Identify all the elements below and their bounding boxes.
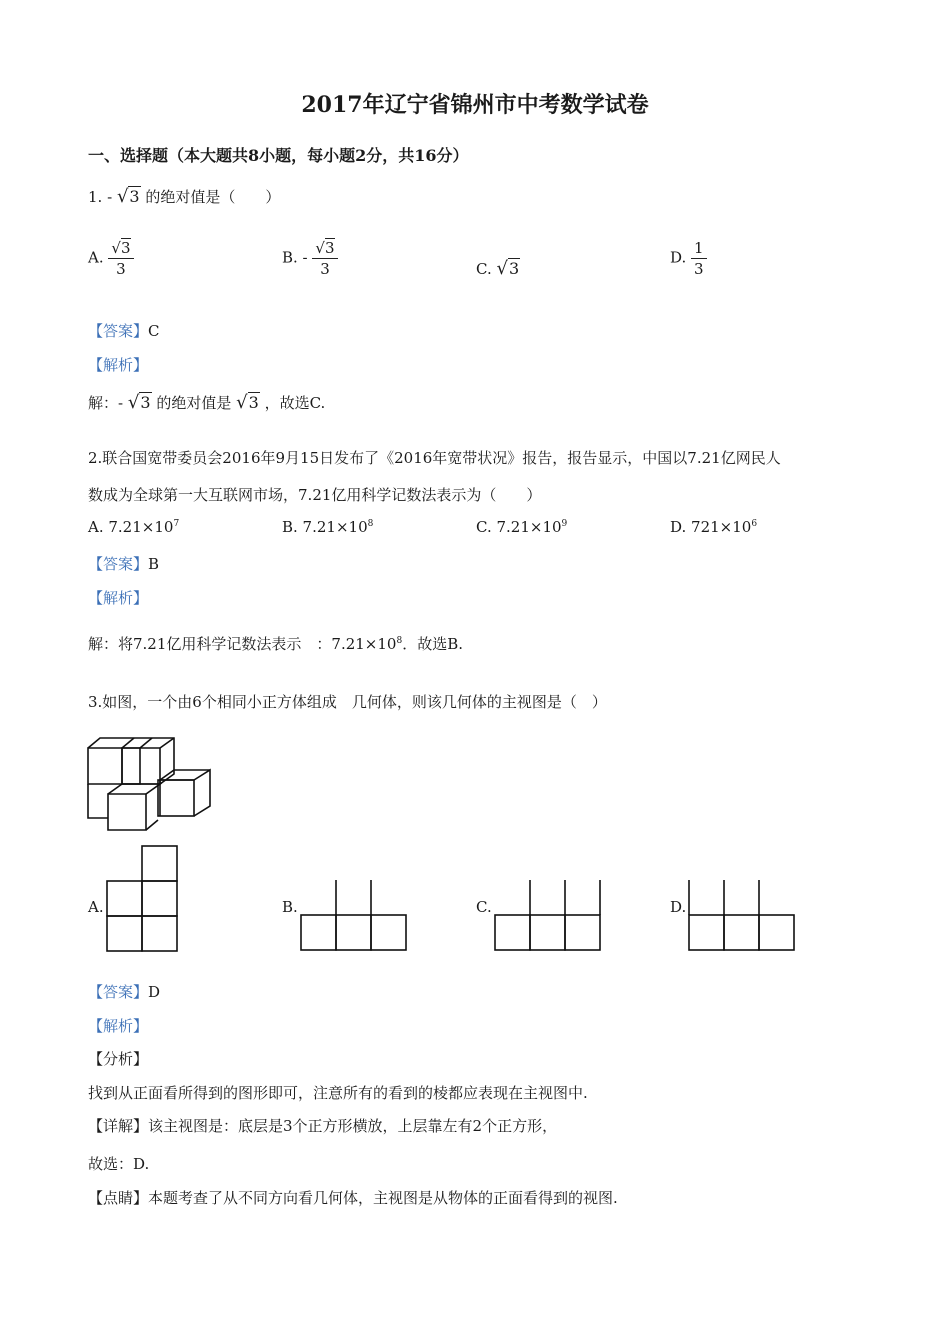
q3-option-d-label: D. — [670, 898, 687, 916]
q1-prefix: 1. - — [88, 188, 113, 206]
sqrt-symbol: √3 — [496, 258, 520, 279]
q3-option-c-figure — [492, 878, 604, 954]
radicand: 3 — [324, 239, 335, 257]
q1-option-c — [476, 258, 520, 279]
q3-stem: 3.如图，一个由6个相同小正方体组成 几何体，则该几何体的主视图是（ ） — [88, 693, 607, 711]
fraction-denominator: 3 — [116, 260, 126, 278]
q3-option-c-label: C. — [476, 898, 492, 916]
sqrt-symbol: √3 — [116, 186, 140, 207]
square — [107, 881, 142, 916]
answer-value: C — [148, 322, 160, 340]
sqrt-symbol: √3 — [236, 392, 259, 413]
cube-edge — [122, 738, 134, 748]
fraction-denominator: 3 — [320, 260, 330, 278]
fraction — [312, 238, 337, 279]
q1-analysis-tag: 【解析】 — [88, 356, 149, 374]
q2-option-a — [88, 518, 179, 536]
square — [142, 846, 177, 881]
option-text: C. 7.21×10 — [476, 518, 562, 536]
detail-text: 该主视图是：底层是3个正方形横放，上层靠左有2个正方形， — [148, 1117, 558, 1135]
square — [565, 915, 600, 950]
fraction-numerator: √3 — [312, 238, 337, 259]
option-label: A. — [88, 248, 104, 267]
q3-detail — [88, 1115, 557, 1136]
exponent: 7 — [173, 519, 180, 529]
comment-tag: 【点睛】 — [88, 1189, 149, 1207]
q1-suffix: 的绝对值是（ ） — [145, 188, 281, 206]
section-heading: 一、选择题（本大题共8小题，每小题2分，共16分） — [88, 146, 469, 165]
q2-solution — [88, 633, 463, 654]
q3-option-b-figure — [298, 878, 410, 954]
cube-face — [158, 780, 194, 816]
sqrt-symbol: √3 — [127, 392, 151, 413]
cube-face — [88, 748, 140, 784]
exponent: 6 — [751, 519, 758, 529]
q1-option-d — [670, 238, 707, 279]
q3-comment — [88, 1187, 618, 1208]
q3-analysis-tag: 【解析】 — [88, 1017, 149, 1035]
q2-option-d — [670, 518, 757, 536]
radicand: 3 — [120, 239, 131, 257]
q3-option-a-label: A. — [88, 898, 104, 916]
exponent: 8 — [396, 636, 403, 646]
answer-value: B — [148, 555, 160, 573]
cube-face — [122, 748, 160, 784]
option-label: D. — [670, 248, 687, 267]
q3-choose: 故选：D. — [88, 1155, 150, 1173]
square — [724, 915, 759, 950]
option-label: B. - — [282, 248, 308, 267]
exponent: 8 — [367, 519, 374, 529]
q2-analysis-tag: 【解析】 — [88, 589, 149, 607]
q3-fenxi-text: 找到从正面看所得到的图形即可，注意所有的看到的棱都应表现在主视图中. — [88, 1084, 588, 1102]
solution-prefix: 解：- — [88, 394, 124, 412]
square — [759, 915, 794, 950]
square — [142, 881, 177, 916]
cube-edge — [160, 770, 210, 816]
cube-edge — [88, 738, 174, 784]
q2-option-b — [282, 518, 373, 536]
cube-face — [108, 794, 146, 830]
q2-option-c — [476, 518, 567, 536]
q2-stem-line2: 数成为全球第一大互联网市场，7.21亿用科学记数法表示为（ ） — [88, 486, 542, 504]
solution-text: 解：将7.21亿用科学记数法表示 ：7.21×10 — [88, 635, 397, 653]
cube-solid-figure — [84, 732, 216, 832]
q3-option-d-figure — [686, 878, 798, 954]
q2-answer — [88, 553, 159, 574]
q1-option-b — [282, 238, 338, 279]
cube-edge — [160, 738, 174, 748]
q1-solution — [88, 392, 325, 413]
fraction-numerator: √3 — [108, 238, 133, 259]
cube-edge — [88, 784, 108, 818]
square — [107, 916, 142, 951]
fraction — [691, 238, 707, 279]
detail-tag: 【详解】 — [88, 1117, 149, 1135]
fraction-numerator: 1 — [691, 238, 707, 259]
cube-edge — [140, 738, 152, 748]
square — [530, 915, 565, 950]
option-label: C. — [476, 260, 492, 278]
exponent: 9 — [561, 519, 568, 529]
fraction — [108, 238, 133, 279]
radicand: 3 — [248, 393, 259, 412]
square — [689, 915, 724, 950]
solution-mid: 的绝对值是 — [156, 394, 232, 412]
fraction-denominator: 3 — [694, 260, 704, 278]
answer-tag: 【答案】 — [88, 983, 149, 1001]
square — [495, 915, 530, 950]
option-text: D. 721×10 — [670, 518, 752, 536]
q3-option-a-figure — [104, 844, 182, 954]
square — [142, 916, 177, 951]
q3-option-b-label: B. — [282, 898, 298, 916]
option-text: A. 7.21×10 — [88, 518, 174, 536]
q1-stem — [88, 186, 280, 207]
q1-option-a — [88, 238, 134, 279]
cube-edge — [146, 820, 158, 830]
solution-end: ，故选C. — [264, 394, 326, 412]
answer-tag: 【答案】 — [88, 322, 149, 340]
q1-radicand: 3 — [129, 187, 140, 206]
q3-answer — [88, 981, 160, 1002]
square — [301, 915, 336, 950]
page-title: 2017年辽宁省锦州市中考数学试卷 — [301, 92, 649, 118]
square — [371, 915, 406, 950]
radicand: 3 — [140, 393, 151, 412]
answer-tag: 【答案】 — [88, 555, 149, 573]
answer-value: D — [148, 983, 161, 1001]
option-text: B. 7.21×10 — [282, 518, 368, 536]
square — [336, 915, 371, 950]
q3-fenxi-tag: 【分析】 — [88, 1050, 149, 1068]
q2-stem-line1: 2.联合国宽带委员会2016年9月15日发布了《2016年宽带状况》报告，报告显示，中国以7.21亿网民人 — [88, 449, 781, 467]
comment-text: 本题考查了从不同方向看几何体，主视图是从物体的正面看得到的视图. — [148, 1189, 618, 1207]
solution-end: ．故选B. — [402, 635, 463, 653]
q1-answer — [88, 320, 160, 341]
radicand: 3 — [508, 259, 520, 278]
cube-edge — [108, 784, 160, 794]
